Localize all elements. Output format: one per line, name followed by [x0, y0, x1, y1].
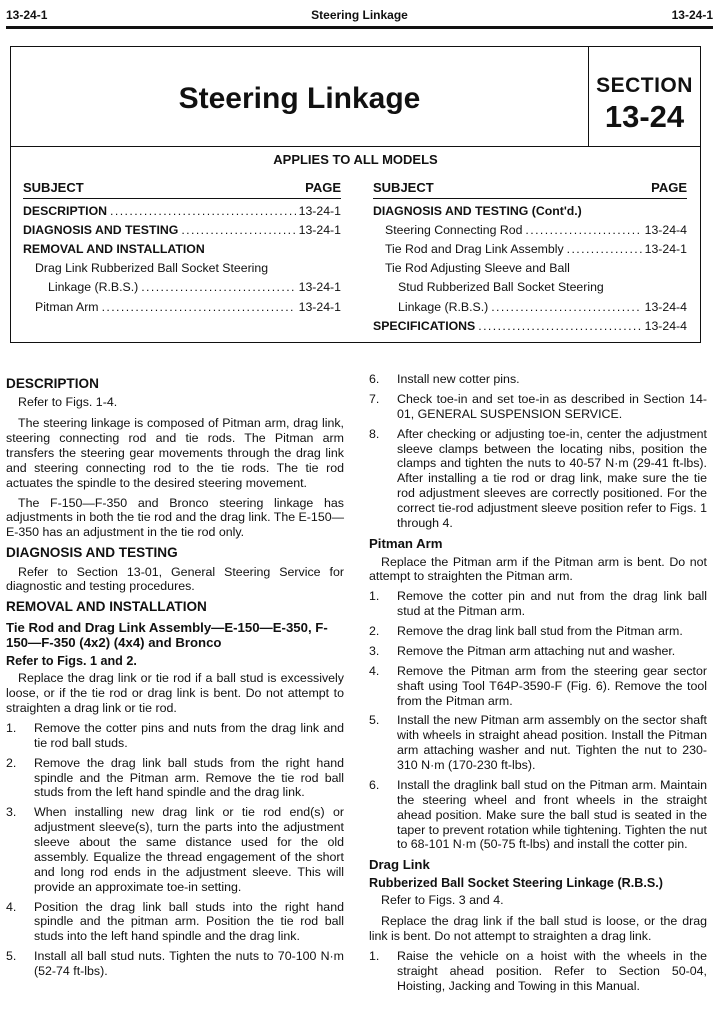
toc-header: [23, 180, 341, 199]
paragraph: Replace the Pitman arm if the Pitman arm is bent. Do not attempt to straighten the Pitman arm.: [369, 554, 707, 584]
toc-subject-label: SUBJECT: [23, 180, 84, 195]
page-title: Steering Linkage: [178, 82, 421, 115]
step-text: When installing new drag link or tie rod end(s) or adjustment sleeve(s), turn the parts into the adjustment sleeve about the same distance used for the old assembly. Equalize the thread engagement of the short and long rod ends in the adjustment sleeve. This will provide an approximate toe-in setting.: [34, 805, 344, 894]
toc-entry: [23, 261, 341, 280]
step-number: 1.: [369, 948, 380, 963]
toc-entry: [23, 242, 341, 261]
section-badge: [588, 47, 700, 147]
toc-leader-dots: [525, 223, 641, 238]
toc-header: [373, 180, 687, 199]
toc-entry: [23, 204, 341, 223]
toc-leader-dots: [181, 223, 295, 238]
toc-right-column: [373, 180, 687, 338]
section-heading: REMOVAL AND INSTALLATION: [6, 599, 207, 615]
step-number: 1.: [6, 720, 17, 735]
toc-subject-label: SUBJECT: [373, 180, 434, 195]
step-text: Raise the vehicle on a hoist with the wheels in the straight ahead position. Refer to Section 50-04, Hoisting, Jacking and Towing in this Manual.: [397, 948, 707, 993]
section-label: SECTION: [596, 74, 693, 97]
subsection-heading: Drag Link: [369, 857, 430, 873]
toc-entry-page: 13-24-1: [298, 299, 341, 314]
step-number: 3.: [369, 643, 380, 658]
toc-entry-label: DESCRIPTION: [23, 203, 108, 218]
step-text: Install all ball stud nuts. Tighten the nuts to 70-100 N·m (52-74 ft-lbs).: [34, 949, 344, 979]
step-number: 1.: [369, 589, 380, 604]
step-text: Install the draglink ball stud on the Pitman arm. Maintain the steering wheel and front wheels in the straight ahead position. Make sure the ball stud is seated in the taper to prevent rotation while tightening. Tighten the nut to 68-101 N·m (50-75 ft-lbs) and install the cotter pin.: [397, 777, 707, 852]
toc-entry: [23, 300, 341, 319]
section-heading: DIAGNOSIS AND TESTING: [6, 545, 178, 561]
step-text: Remove the Pitman arm attaching nut and washer.: [397, 643, 676, 658]
section-number: 13-24: [604, 99, 685, 135]
step-number: 7.: [369, 391, 380, 406]
toc-entry-page: 13-24-1: [298, 203, 341, 218]
step-number: 8.: [369, 426, 380, 441]
running-head-left: 13-24-1: [6, 7, 48, 22]
figure-reference: Refer to Figs. 3 and 4.: [381, 893, 504, 908]
step-number: 5.: [6, 949, 17, 964]
step-number: 2.: [369, 624, 380, 639]
step-number: 6.: [369, 372, 380, 386]
subsection-heading: Tie Rod and Drag Link Assembly—E-150—E-350, F-150—F-350 (4x2) (4x4) and Bronco: [6, 619, 328, 651]
toc-page-label: PAGE: [651, 180, 687, 195]
running-head-center: Steering Linkage: [311, 7, 408, 22]
toc-leader-dots: [491, 300, 641, 315]
step-text: Position the drag link ball studs into the right hand spindle and the pitman arm. Position the tie rod ball studs into the left hand spindle and the drag link.: [34, 899, 344, 944]
step-text: Install new cotter pins.: [397, 372, 520, 386]
toc-entry: [373, 242, 687, 261]
toc-entry-page: 13-24-1: [298, 222, 341, 237]
toc-entry-label: DIAGNOSIS AND TESTING: [23, 222, 179, 237]
procedure-step: [369, 949, 707, 994]
paragraph: Refer to Section 13-01, General Steering Service for diagnostic and testing procedures.: [6, 564, 344, 594]
toc-leader-dots: [478, 319, 641, 334]
toc-entry: [373, 280, 687, 299]
step-text: Check toe-in and set toe-in as described in Section 14-01, GENERAL SUSPENSION SERVICE.: [397, 391, 707, 421]
step-number: 6.: [369, 777, 380, 792]
procedure-step: [369, 644, 707, 659]
procedure-step: [369, 589, 707, 619]
section-heading: DESCRIPTION: [6, 376, 99, 391]
paragraph: Replace the drag link or tie rod if a ball stud is excessively loose, or if the tie rod or drag link is bent. Do not attempt to straighten a drag link or tie rod.: [6, 671, 344, 716]
title-row: [11, 47, 700, 147]
procedure-step: [369, 624, 707, 639]
running-head: [6, 6, 713, 24]
sub-subheading: Rubberized Ball Socket Steering Linkage (R.B.S.): [369, 876, 663, 891]
sub-subheading: Refer to Figs. 1 and 2.: [6, 654, 137, 669]
step-number: 5.: [369, 713, 380, 728]
toc-entry-label: Tie Rod and Drag Link Assembly: [385, 241, 564, 256]
toc-entry-label: SPECIFICATIONS: [373, 318, 476, 333]
toc-entry-label: Tie Rod Adjusting Sleeve and Ball: [385, 261, 570, 276]
step-text: Remove the cotter pin and nut from the drag link ball stud at the Pitman arm.: [397, 589, 707, 619]
toc-leader-dots: [102, 300, 296, 315]
procedure-step: [369, 713, 707, 773]
toc-leader-dots: [567, 242, 642, 257]
toc-entry-label: Drag Link Rubberized Ball Socket Steering: [35, 261, 269, 276]
step-number: 4.: [6, 899, 17, 914]
toc-left-column: [23, 180, 341, 319]
toc-leader-dots: [110, 204, 296, 219]
toc-entry-page: 13-24-4: [644, 318, 687, 333]
toc-right-entries: [373, 204, 687, 338]
toc-entry: [373, 319, 687, 338]
toc-leader-dots: [141, 280, 295, 295]
procedure-step: [6, 900, 344, 945]
step-text: Install the new Pitman arm assembly on the sector shaft with wheels in straight ahead position. Install the Pitman arm attaching washer and nut. Tighten the nut to 230-310 N·m (170-230 ft-lbs).: [397, 713, 707, 773]
header-rule: [6, 26, 713, 29]
toc-entry: [373, 204, 687, 223]
paragraph: The steering linkage is composed of Pitman arm, drag link, steering connecting rod and tie rods. The Pitman arm transfers the steering gear movements through the drag link and steering connecting rod to the tie rods. The tie rod actuates the spindle to the desired steering movement.: [6, 416, 344, 490]
paragraph: The F-150—F-350 and Bronco steering linkage has adjustments in both the tie rod and the drag link. The E-150—E-350 has an adjustment in the tie rod only.: [6, 495, 344, 540]
toc-page-label: PAGE: [305, 180, 341, 195]
procedure-step: [6, 949, 344, 979]
step-number: 4.: [369, 663, 380, 678]
running-head-right: 13-24-1: [671, 7, 713, 22]
toc-entry-label: REMOVAL AND INSTALLATION: [23, 241, 205, 256]
toc-entry-label: Linkage (R.B.S.): [48, 280, 139, 295]
step-number: 3.: [6, 805, 17, 820]
figure-reference: Refer to Figs. 1-4.: [18, 395, 118, 410]
procedure-step: [369, 664, 707, 709]
toc-entry: [23, 223, 341, 242]
procedure-step: [6, 805, 344, 894]
toc-entry-label: Steering Connecting Rod: [385, 222, 523, 237]
toc-entry: [373, 300, 687, 319]
body-left-column: [6, 372, 344, 984]
step-text: Remove the cotter pins and nuts from the drag link and tie rod ball studs.: [34, 720, 344, 750]
step-text: Remove the drag link ball studs from the right hand spindle and the Pitman arm. Remove the tie rod ball studs from the left hand spindle and the drag link.: [34, 755, 344, 800]
toc-left-entries: [23, 204, 341, 319]
body-right-column: [369, 372, 707, 999]
subsection-heading: Pitman Arm: [369, 535, 443, 551]
toc-entry-label: Stud Rubberized Ball Socket Steering: [398, 280, 604, 295]
procedure-step: [6, 756, 344, 801]
paragraph: Replace the drag link if the ball stud is loose, or the drag link is bent. Do not attempt to straighten a drag link.: [369, 914, 707, 944]
toc-entry-page: 13-24-1: [298, 280, 341, 295]
toc-entry-label: DIAGNOSIS AND TESTING (Cont'd.): [373, 203, 582, 218]
step-text: Remove the Pitman arm from the steering gear sector shaft using Tool T64P-3590-F (Fig. 6). Remove the tool from the Pitman arm.: [397, 663, 707, 708]
toc-entry: [373, 223, 687, 242]
procedure-step: [369, 392, 707, 422]
step-number: 2.: [6, 755, 17, 770]
procedure-step: [369, 372, 707, 387]
toc-entry: [23, 280, 341, 299]
toc-entry-label: Linkage (R.B.S.): [398, 299, 489, 314]
procedure-step: [6, 721, 344, 751]
toc-entry: [373, 261, 687, 280]
section-header-box: [10, 46, 701, 343]
toc-entry-page: 13-24-4: [644, 222, 687, 237]
toc-entry-label: Pitman Arm: [35, 299, 99, 314]
procedure-step: [369, 427, 707, 531]
toc-entry-page: 13-24-4: [644, 299, 687, 314]
applies-to-models: APPLIES TO ALL MODELS: [273, 152, 438, 167]
step-text: Remove the drag link ball stud from the Pitman arm.: [397, 624, 683, 639]
step-text: After checking or adjusting toe-in, center the adjustment sleeve clamps between the locating nibs, position the clamps and tighten the nuts to 40-57 N·m (29-41 ft-lbs). After installing a tie rod or drag link, make sure the tie rod adjustment sleeves are correctly positioned. For the correct tie-rod adjustment sleeve position refer to Figs. 1 through 4.: [397, 426, 707, 530]
toc-entry-page: 13-24-1: [644, 241, 687, 256]
procedure-step: [369, 778, 707, 852]
